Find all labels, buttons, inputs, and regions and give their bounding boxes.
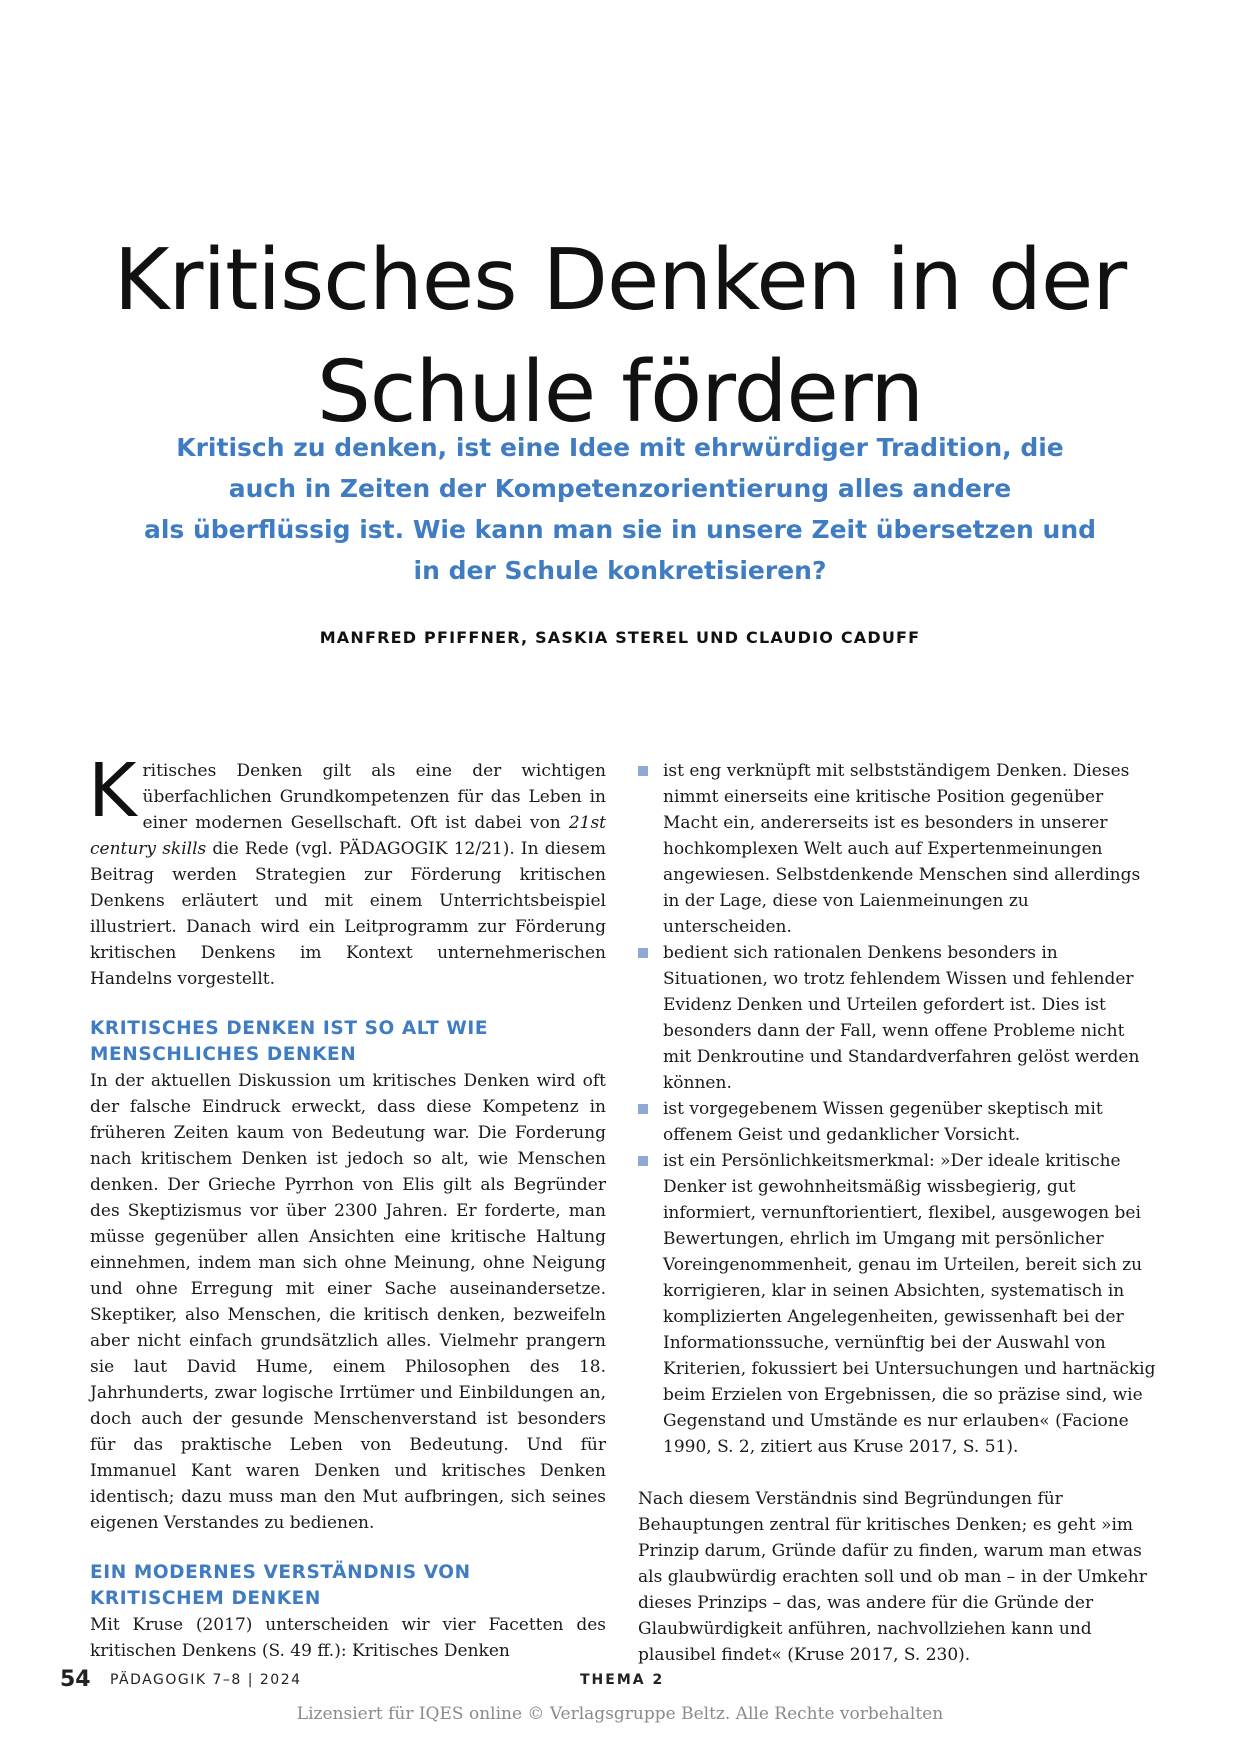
page-number: 54 <box>60 1667 91 1692</box>
list-item: ist ein Persönlichkeitsmerkmal: »Der ideale kritische Denker ist gewohnheitsmäßig wissbegierig, gut informiert, vernunftorientiert, flexibel, ausgewogen bei Bewertungen, ehrlich im Umgang mit persönlicher Voreingenommenheit, genau im Urteilen, bereit sich zu korrigieren, klar in seinen Absichten, systematisch in komplizierten Angelegenheiten, gewissenhaft bei der Informationssuche, vernünftig bei der Auswahl von Kriterien, fokussiert bei Untersuchungen und hartnäckig beim Erzielen von Ergebnissen, die so präzise sind, wie Gegenstand und Umstände es nur erlauben« (Facione 1990, S. 2, zitiert aus Kruse 2017, S. 51). <box>638 1148 1158 1460</box>
lead-line-4: in der Schule konkretisieren? <box>413 556 827 585</box>
lead-line-2: auch in Zeiten der Kompetenzorientierung alles andere <box>228 474 1012 503</box>
list-item: bedient sich rationalen Denkens besonders in Situationen, wo trotz fehlendem Wissen und fehlender Evidenz Denken und Urteilen gefordert ist. Dies ist besonders dann der Fall, wenn offene Probleme nicht mit Denkroutine und Standardverfahren gelöst werden können. <box>638 940 1158 1096</box>
license-notice: Lizensiert für IQES online © Verlagsgruppe Beltz. Alle Rechte vorbehalten <box>296 1704 944 1724</box>
title-line-1: Kritisches Denken in der <box>113 230 1127 330</box>
section-label: THEMA 2 <box>580 1672 665 1688</box>
lead-line-1: Kritisch zu denken, ist eine Idee mit ehrwürdiger Tradition, die <box>176 433 1064 462</box>
left-column <box>88 748 606 1664</box>
section-heading-1 <box>90 1016 606 1068</box>
lead-line-3: als überflüssig ist. Wie kann man sie in unsere Zeit übersetzen und <box>143 515 1097 544</box>
section-heading-2 <box>90 1560 606 1612</box>
section-1-heading-line-2: MENSCHLICHES DENKEN <box>90 1044 357 1065</box>
journal-name: PÄDAGOGIK 7–8 | 2024 <box>110 1672 302 1688</box>
section-2-heading-line-1: EIN MODERNES VERSTÄNDNIS VON <box>90 1562 471 1583</box>
lead-paragraph <box>90 427 1150 591</box>
drop-cap: K <box>88 748 137 834</box>
intro-paragraph <box>88 748 606 992</box>
list-item: ist eng verknüpft mit selbstständigem Denken. Dieses nimmt einerseits eine kritische Position gegenüber Macht ein, andererseits ist es besonders in unserer hochkomplexen Welt auch auf Expertenmeinungen angewiesen. Selbstdenkende Menschen sind allerdings in der Lage, diese von Laienmeinungen zu unterscheiden. <box>638 758 1158 940</box>
section-2-heading-line-2: KRITISCHEM DENKEN <box>90 1588 321 1609</box>
closing-paragraph: Nach diesem Verständnis sind Begründungen für Behauptungen zentral für kritisches Denken; es geht »im Prinzip darum, Gründe dafür zu finden, warum man etwas als glaubwürdig erachten soll und ob man – in der Umkehr dieses Prinzips – das, was andere für die Gründe der Glaubwürdigkeit anführen, nachvollziehen kann und plausibel findet« (Kruse 2017, S. 230). <box>638 1489 1147 1665</box>
intro-italic: 21st century skills <box>90 813 606 859</box>
section-2-body: Mit Kruse (2017) unterscheiden wir vier Facetten des kritischen Denkens (S. 49 ff.): Kritisches Denken <box>90 1615 606 1661</box>
intro-text-1: ritisches Denken gilt als eine der wichtigen überfachlichen Grundkompetenzen für das Leben in einer modernen Gesellschaft. Oft ist dabei von <box>142 761 606 833</box>
article-title <box>0 225 1240 449</box>
facet-list <box>638 758 1158 1460</box>
list-item: ist vorgegebenem Wissen gegenüber skeptisch mit offenem Geist und gedanklicher Vorsicht. <box>638 1096 1158 1148</box>
title-line-2: Schule fördern <box>316 342 924 442</box>
section-1-body: In der aktuellen Diskussion um kritisches Denken wird oft der falsche Eindruck erweckt, dass diese Kompetenz in früheren Zeiten kaum von Bedeutung war. Die Forderung nach kritischem Denken ist jedoch so alt, wie Menschen denken. Der Grieche Pyrrhon von Elis gilt als Begründer des Skeptizismus vor über 2300 Jahren. Er forderte, man müsse gegenüber allen Ansichten eine kritische Haltung einnehmen, indem man sich ohne Meinung, ohne Neigung und ohne Erregung mit einer Sache auseinandersetze. Skeptiker, also Menschen, die kritisch denken, bezweifeln aber nicht einfach grundsätzlich alles. Vielmehr prangern sie laut David Hume, einem Philosophen des 18. Jahrhunderts, zwar logische Irrtümer und Einbildungen an, doch auch der gesunde Menschenverstand ist besonders für das praktische Leben von Bedeutung. Und für Immanuel Kant waren Denken und kritisches Denken identisch; dazu muss man den Mut aufbringen, sich seines eigenen Verstandes zu bedienen. <box>90 1071 606 1533</box>
author-line: MANFRED PFIFFNER, SASKIA STEREL UND CLAUDIO CADUFF <box>319 628 921 647</box>
intro-text-2: die Rede (vgl. PÄDAGOGIK 12/21). In diesem Beitrag werden Strategien zur Förderung kritischen Denkens erläutert und mit einem Unterrichtsbeispiel illustriert. Danach wird ein Leitprogramm zur Förderung kritischen Denkens im Kontext unternehmerischen Handelns vorgestellt. <box>90 839 606 989</box>
section-1-heading-line-1: KRITISCHES DENKEN IST SO ALT WIE <box>90 1018 489 1039</box>
right-column <box>638 758 1158 1668</box>
